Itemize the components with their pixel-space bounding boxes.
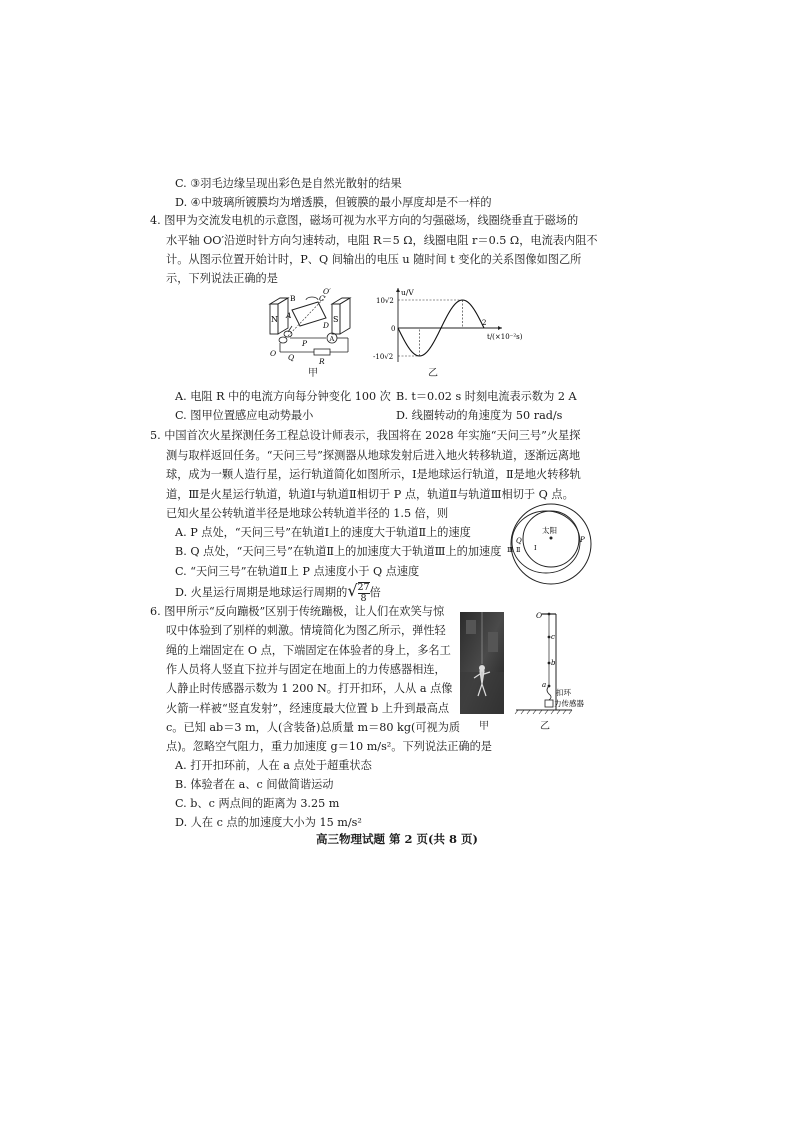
q5-orbit-figure <box>506 500 592 590</box>
q3-option-c: C. ③羽毛边缘呈现出彩色是自然光散射的结果 <box>175 177 402 190</box>
svg-text:b: b <box>551 659 556 667</box>
svg-text:a: a <box>542 681 547 689</box>
svg-text:P: P <box>302 339 308 348</box>
q4-line-4: 示，下列说法正确的是 <box>166 272 278 285</box>
q4-fig-jia-caption: 甲 <box>308 368 318 379</box>
coil <box>292 302 326 326</box>
q6-line-7: c。已知 ab＝3 m，人(含装备)总质量 m＝80 kg(可视为质 <box>166 721 461 734</box>
sun-icon <box>550 537 553 540</box>
q4-option-c: C. 图甲位置感应电动势最小 <box>175 409 314 422</box>
svg-text:A: A <box>329 335 335 343</box>
svg-text:力传感器: 力传感器 <box>554 699 584 708</box>
q6-line-8: 点)。忽略空气阻力，重力加速度 g＝10 m/s²。下列说法正确的是 <box>166 740 492 753</box>
svg-text:S: S <box>333 315 339 324</box>
q6-line-6: 火箭一样被“竖直发射”，经速度最大位置 b 上升到最高点 <box>166 702 450 715</box>
q6-line-2: 叹中体验到了别样的刺激。情境简化为图乙所示，弹性轻 <box>166 624 446 637</box>
svg-text:Q: Q <box>516 537 522 545</box>
xtick-label: 2 <box>482 319 487 327</box>
ytick-label: -10√2 <box>373 353 394 361</box>
svg-text:太阳: 太阳 <box>542 526 557 535</box>
q5-option-c: C. “天问三号”在轨道Ⅱ上 P 点速度小于 Q 点速度 <box>175 565 420 578</box>
q4-line-1: 4. 图甲为交流发电机的示意图，磁场可视为水平方向的匀强磁场，线圈绕垂直于磁场的 <box>150 214 579 227</box>
force-sensor-icon <box>545 700 553 707</box>
q4-option-a: A. 电阻 R 中的电流方向每分钟变化 100 次 <box>175 390 391 403</box>
q6-option-a: A. 打开扣环前，人在 a 点处于超重状态 <box>175 759 372 772</box>
q5-option-d: D. 火星运行周期是地球运行周期的√ $\frac{27}{8}$ 倍 <box>175 581 381 604</box>
q6-line-1: 6. 图甲所示“反向蹦极”区别于传统蹦极，让人们在欢笑与惊 <box>150 605 445 618</box>
bungee-diagram <box>512 610 594 724</box>
q6-fig-jia-caption: 甲 <box>479 721 489 732</box>
svg-text:Q: Q <box>288 353 295 362</box>
svg-text:B: B <box>290 294 296 303</box>
reverse-bungee-photo <box>460 612 504 714</box>
q6-line-3: 绳的上端固定在 O 点，下端固定在体验者的身上，多名工 <box>166 644 451 657</box>
q6-option-d: D. 人在 c 点的加速度大小为 15 m/s² <box>175 816 362 829</box>
svg-text:R: R <box>319 357 325 366</box>
svg-text:c: c <box>551 633 555 641</box>
svg-text:C: C <box>319 294 325 303</box>
q4-line-2: 水平轴 OO′沿逆时针方向匀速转动，电阻 R＝5 Ω，线圈电阻 r＝0.5 Ω，电流表内阻不 <box>166 234 598 247</box>
q5-line-2: 测与取样返回任务。“天问三号”探测器从地球发射后进入地火转移轨道，逐渐远离地 <box>166 449 581 462</box>
q5-option-a: A. P 点处，“天问三号”在轨道Ⅰ上的速度大于轨道Ⅱ上的速度 <box>175 526 471 539</box>
q4-ut-chart <box>366 284 523 364</box>
q6-fig-yi-caption: 乙 <box>540 721 550 732</box>
q4-line-3: 计。从图示位置开始计时，P、Q 间输出的电压 u 随时间 t 变化的关系图像如图乙所 <box>166 253 582 266</box>
q5-line-1: 5. 中国首次火星探测任务工程总设计师表示，我国将在 2028 年实施“天问三号”火星探 <box>150 429 581 442</box>
svg-text:扣环: 扣环 <box>556 688 571 697</box>
svg-text:O: O <box>270 349 277 358</box>
q5-line-3: 球，成为一颗人造行星，运行轨道简化如图所示，Ⅰ是地球运行轨道，Ⅱ是地火转移轨 <box>166 468 581 481</box>
x-axis-label: t/(×10⁻²s) <box>487 333 523 341</box>
y-axis-arrow <box>396 288 400 292</box>
q6-line-5: 人静止时传感器示数为 1 200 N。打开扣环，人从 a 点像 <box>166 682 453 695</box>
page-footer: 高三物理试题 第 2 页(共 8 页) <box>316 832 478 846</box>
q6-line-4: 作人员将人竖直下拉并与固定在地面上的力传感器相连， <box>166 663 446 676</box>
svg-text:Ⅲ: Ⅲ <box>507 546 514 554</box>
q3-option-d: D. ④中玻璃所镀膜均为增透膜，但镀膜的最小厚度却是不一样的 <box>175 196 492 209</box>
q5-line-5: 已知火星公转轨道半径是地球公转轨道半径的 1.5 倍，则 <box>166 507 449 520</box>
x-axis-arrow <box>498 326 502 330</box>
svg-text:O′: O′ <box>323 287 331 296</box>
q4-option-d: D. 线圈转动的角速度为 50 rad/s <box>396 409 563 422</box>
svg-text:Ⅰ: Ⅰ <box>534 544 537 552</box>
orbit-II <box>512 511 580 573</box>
q4-option-b: B. t＝0.02 s 时刻电流表示数为 2 A <box>396 390 577 403</box>
svg-text:N: N <box>271 315 278 324</box>
q6-option-b: B. 体验者在 a、c 间做简谐运动 <box>175 778 334 791</box>
svg-text:P: P <box>580 536 585 544</box>
y-axis-label: u/V <box>401 288 414 297</box>
q6-option-c: C. b、c 两点间的距离为 3.25 m <box>175 797 340 810</box>
svg-text:A: A <box>286 311 292 320</box>
ytick-label: 0 <box>391 325 396 333</box>
resistor-icon <box>314 349 330 355</box>
q5-option-b: B. Q 点处，“天问三号”在轨道Ⅱ上的加速度大于轨道Ⅲ上的加速度 <box>175 545 502 558</box>
q5-line-4: 道，Ⅲ是火星运行轨道，轨道Ⅰ与轨道Ⅱ相切于 P 点，轨道Ⅱ与轨道Ⅲ相切于 Q 点。 <box>166 488 574 501</box>
svg-text:D: D <box>323 321 330 330</box>
q4-generator-figure <box>266 288 366 370</box>
svg-text:Ⅱ: Ⅱ <box>516 546 521 554</box>
q4-fig-yi-caption: 乙 <box>428 368 438 379</box>
svg-text:O: O <box>536 611 543 620</box>
ytick-label: 10√2 <box>376 297 394 305</box>
